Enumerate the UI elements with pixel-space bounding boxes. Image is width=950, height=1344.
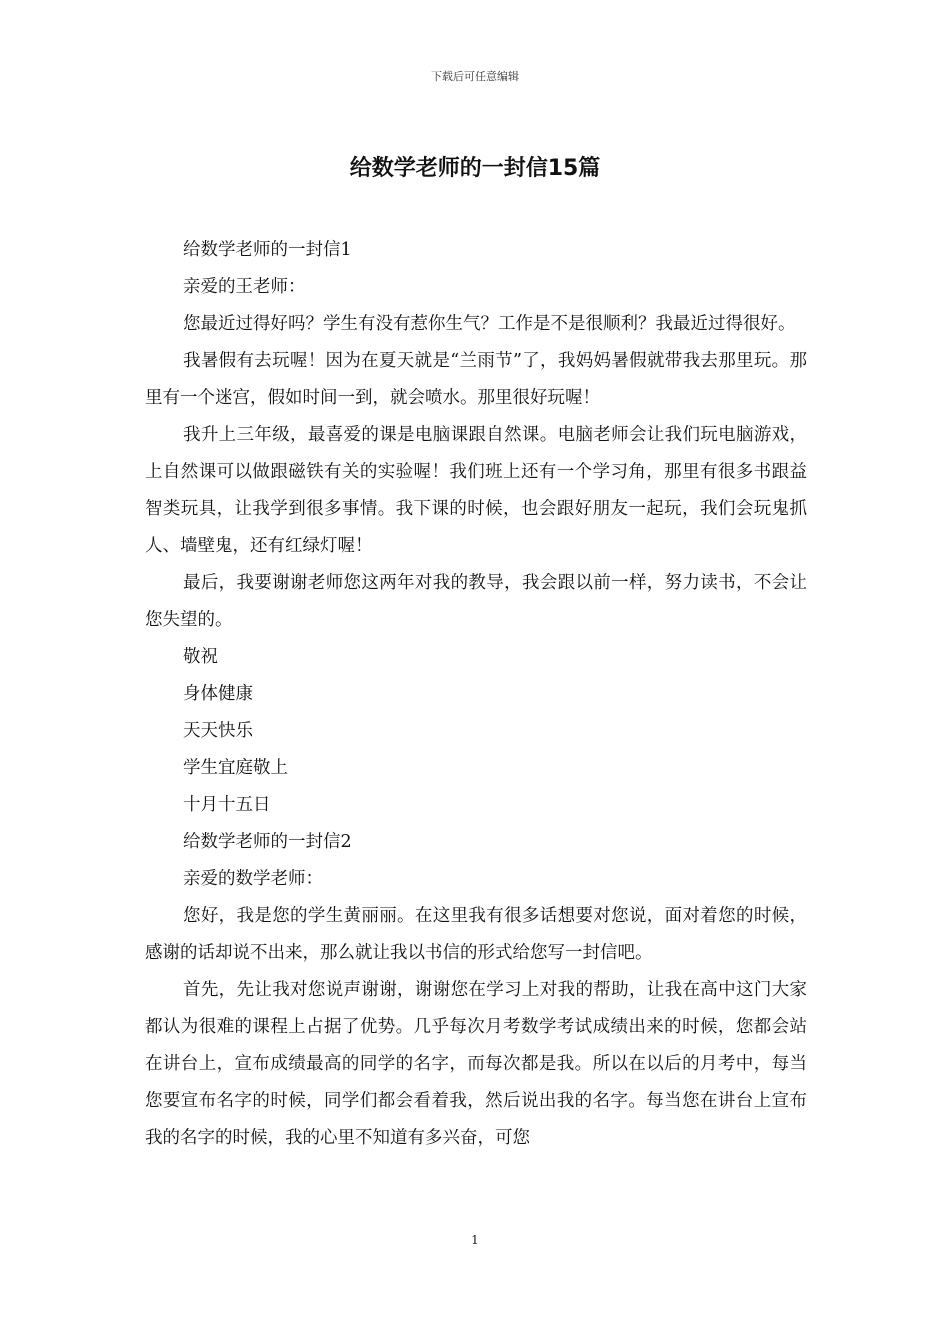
body-paragraph: 我暑假有去玩喔！因为在夏天就是“兰雨节”了，我妈妈暑假就带我去那里玩。那里有一个迷宫，假如时间一到，就会喷水。那里很好玩喔！ [145, 351, 807, 408]
letter-1-heading: 给数学老师的一封信1 [183, 240, 352, 260]
closing-line: 天天快乐 [183, 721, 253, 741]
body-paragraph: 首先，先让我对您说声谢谢，谢谢您在学习上对我的帮助，让我在高中这门大家都认为很难的课程上占据了优势。几乎每次月考数学考试成绩出来的时候，您都会站在讲台上，宣布成绩最高的同学的名字，而每次都是我。所以在以后的月考中，每当您要宣布名字的时候，同学们都会看着我，然后说出我的名字。每当您在讲台上宣布我的名字的时候，我的心里不知道有多兴奋，可您 [145, 980, 807, 1148]
date-line: 十月十五日 [183, 795, 271, 815]
document-body [145, 232, 807, 1157]
document-title: 给数学老师的一封信15篇 [349, 156, 601, 181]
header-note: 下载后可任意编辑 [431, 70, 519, 83]
body-paragraph: 您最近过得好吗？学生有没有惹你生气？工作是不是很顺利？我最近过得很好。 [183, 314, 796, 334]
page-number: 1 [471, 1233, 479, 1247]
letter-2-salutation: 亲爱的数学老师： [183, 869, 323, 889]
body-paragraph: 您好，我是您的学生黄丽丽。在这里我有很多话想要对您说，面对着您的时候，感谢的话却说不出来，那么就让我以书信的形式给您写一封信吧。 [145, 906, 807, 963]
closing-line: 身体健康 [183, 684, 253, 704]
signature-line: 学生宜庭敬上 [183, 758, 288, 778]
body-paragraph: 我升上三年级，最喜爱的课是电脑课跟自然课。电脑老师会让我们玩电脑游戏，上自然课可以做跟磁铁有关的实验喔！我们班上还有一个学习角，那里有很多书跟益智类玩具，让我学到很多事情。我下课的时候，也会跟好朋友一起玩，我们会玩鬼抓人、墙壁鬼，还有红绿灯喔！ [145, 425, 807, 556]
letter-2-heading: 给数学老师的一封信2 [183, 832, 352, 852]
letter-1-salutation: 亲爱的王老师： [183, 277, 306, 297]
closing-line: 敬祝 [183, 647, 218, 667]
body-paragraph: 最后，我要谢谢老师您这两年对我的教导，我会跟以前一样，努力读书，不会让您失望的。 [145, 573, 807, 630]
